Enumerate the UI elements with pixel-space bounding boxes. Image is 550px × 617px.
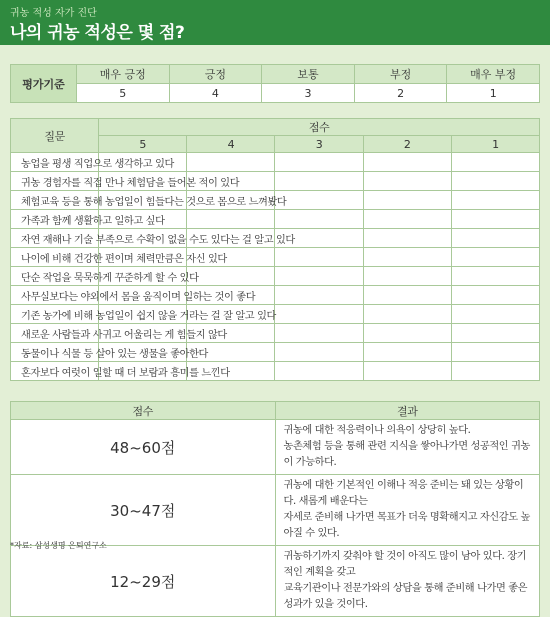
score-cell[interactable]: [451, 324, 539, 343]
score-range: 30~47점: [11, 475, 276, 546]
score-cell[interactable]: [187, 153, 275, 172]
header-kicker: 귀농 적성 자가 진단: [10, 8, 97, 19]
rating-level-label: 긍정: [169, 65, 262, 84]
question-table: [10, 118, 540, 381]
rating-level-score: 3: [262, 84, 355, 103]
result-line: 교육기관이나 전문가와의 상담을 통해 준비해 나가면 좋은 성과가 있을 것이다.: [283, 583, 528, 610]
score-cell[interactable]: [187, 210, 275, 229]
score-column-header: 점수: [99, 119, 540, 136]
score-cell[interactable]: [451, 210, 539, 229]
question-text: 사무실보다는 야외에서 몸을 움직이며 일하는 것이 좋다: [11, 286, 99, 305]
question-row: [11, 362, 540, 381]
score-range: 48~60점: [11, 420, 276, 475]
score-cell[interactable]: [363, 324, 451, 343]
question-row: [11, 343, 540, 362]
result-table: [10, 401, 540, 617]
question-text: 나이에 비해 건강한 편이며 체력만큼은 자신 있다: [11, 248, 99, 267]
result-text: [275, 546, 540, 617]
score-cell[interactable]: [363, 248, 451, 267]
result-score-header: 점수: [11, 402, 276, 420]
question-text: 새로운 사람들과 사귀고 어울리는 게 힘들지 않다: [11, 324, 99, 343]
rating-row-label: 평가기준: [11, 65, 77, 103]
score-cell[interactable]: [451, 305, 539, 324]
score-cell[interactable]: [451, 267, 539, 286]
question-text: 체험교육 등을 통해 농업일이 힘들다는 것으로 몸으로 느껴봤다: [11, 191, 99, 210]
score-cell[interactable]: [363, 210, 451, 229]
result-text: [275, 420, 540, 475]
question-text: 혼자보다 여럿이 일할 때 더 보람과 흥미를 느낀다: [11, 362, 99, 381]
question-row: [11, 153, 540, 172]
score-cell[interactable]: [363, 286, 451, 305]
result-line: 농촌체험 등을 통해 관련 지식을 쌓아나가면 성공적인 귀농이 가능하다.: [283, 441, 530, 468]
result-text: [275, 475, 540, 546]
score-cell[interactable]: [451, 286, 539, 305]
score-cell[interactable]: [363, 267, 451, 286]
rating-level-score: 1: [447, 84, 540, 103]
rating-level-label: 매우 부정: [447, 65, 540, 84]
rating-level-label: 보통: [262, 65, 355, 84]
question-row: [11, 210, 540, 229]
question-text: 가족과 함께 생활하고 일하고 싶다: [11, 210, 99, 229]
question-row: [11, 286, 540, 305]
result-line: 귀농하기까지 갖춰야 할 것이 아직도 많이 남아 있다. 장기적인 계획을 갖고: [283, 551, 527, 578]
score-cell[interactable]: [451, 229, 539, 248]
score-cell[interactable]: [363, 191, 451, 210]
score-cell[interactable]: [451, 248, 539, 267]
score-cell[interactable]: [451, 362, 539, 381]
question-text: 동물이나 식물 등 살아 있는 생물을 좋아한다: [11, 343, 99, 362]
question-text: 농업을 평생 직업으로 생각하고 있다: [11, 153, 99, 172]
score-cell[interactable]: [275, 324, 363, 343]
score-cell[interactable]: [275, 248, 363, 267]
score-range: 12~29점: [11, 546, 276, 617]
score-cell[interactable]: [275, 153, 363, 172]
question-row: [11, 172, 540, 191]
score-cell[interactable]: [363, 153, 451, 172]
rating-level-label: 매우 긍정: [77, 65, 170, 84]
score-column-label: 2: [363, 136, 451, 153]
score-column-label: 5: [99, 136, 187, 153]
header-banner: [0, 0, 550, 45]
question-row: [11, 229, 540, 248]
score-cell[interactable]: [363, 172, 451, 191]
question-row: [11, 324, 540, 343]
source-note: *자료: 삼성생명 은퇴연구소: [10, 541, 107, 550]
rating-criteria-table: [10, 64, 540, 103]
result-line: 귀농에 대한 적응력이나 의욕이 상당히 높다.: [283, 425, 471, 436]
score-cell[interactable]: [451, 191, 539, 210]
score-cell[interactable]: [451, 343, 539, 362]
score-cell[interactable]: [275, 362, 363, 381]
rating-level-score: 5: [77, 84, 170, 103]
score-cell[interactable]: [275, 172, 363, 191]
score-cell[interactable]: [363, 343, 451, 362]
score-cell[interactable]: [275, 267, 363, 286]
question-text: 단순 작업을 묵묵하게 꾸준하게 할 수 있다: [11, 267, 99, 286]
score-cell[interactable]: [363, 305, 451, 324]
score-cell[interactable]: [275, 305, 363, 324]
question-text: 기존 농가에 비해 농업일이 쉽지 않을 거라는 걸 잘 알고 있다: [11, 305, 99, 324]
result-line: 귀농에 대한 기본적인 이해나 적응 준비는 돼 있는 상황이다. 새롭게 배운다는: [283, 480, 524, 507]
score-column-label: 3: [275, 136, 363, 153]
score-column-label: 1: [451, 136, 539, 153]
question-row: [11, 305, 540, 324]
score-cell[interactable]: [275, 343, 363, 362]
rating-level-score: 2: [354, 84, 447, 103]
score-cell[interactable]: [451, 172, 539, 191]
score-cell[interactable]: [275, 210, 363, 229]
question-row: [11, 191, 540, 210]
question-row: [11, 267, 540, 286]
score-cell[interactable]: [187, 267, 275, 286]
question-column-header: 질문: [11, 119, 99, 153]
question-text: 귀농 경험자를 직접 만나 체험담을 들어본 적이 있다: [11, 172, 99, 191]
score-cell[interactable]: [451, 153, 539, 172]
rating-level-score: 4: [169, 84, 262, 103]
result-line: 자세로 준비해 나가면 목표가 더욱 명확해지고 자신감도 높아질 수 있다.: [283, 512, 530, 539]
question-text: 자연 재해나 기술 부족으로 수확이 없을 수도 있다는 걸 알고 있다: [11, 229, 99, 248]
score-cell[interactable]: [275, 286, 363, 305]
score-column-label: 4: [187, 136, 275, 153]
score-cell[interactable]: [363, 362, 451, 381]
score-cell[interactable]: [275, 191, 363, 210]
result-header: 결과: [275, 402, 540, 420]
page-title: 나의 귀농 적성은 몇 점?: [10, 23, 185, 43]
rating-level-label: 부정: [354, 65, 447, 84]
question-row: [11, 248, 540, 267]
score-cell[interactable]: [363, 229, 451, 248]
